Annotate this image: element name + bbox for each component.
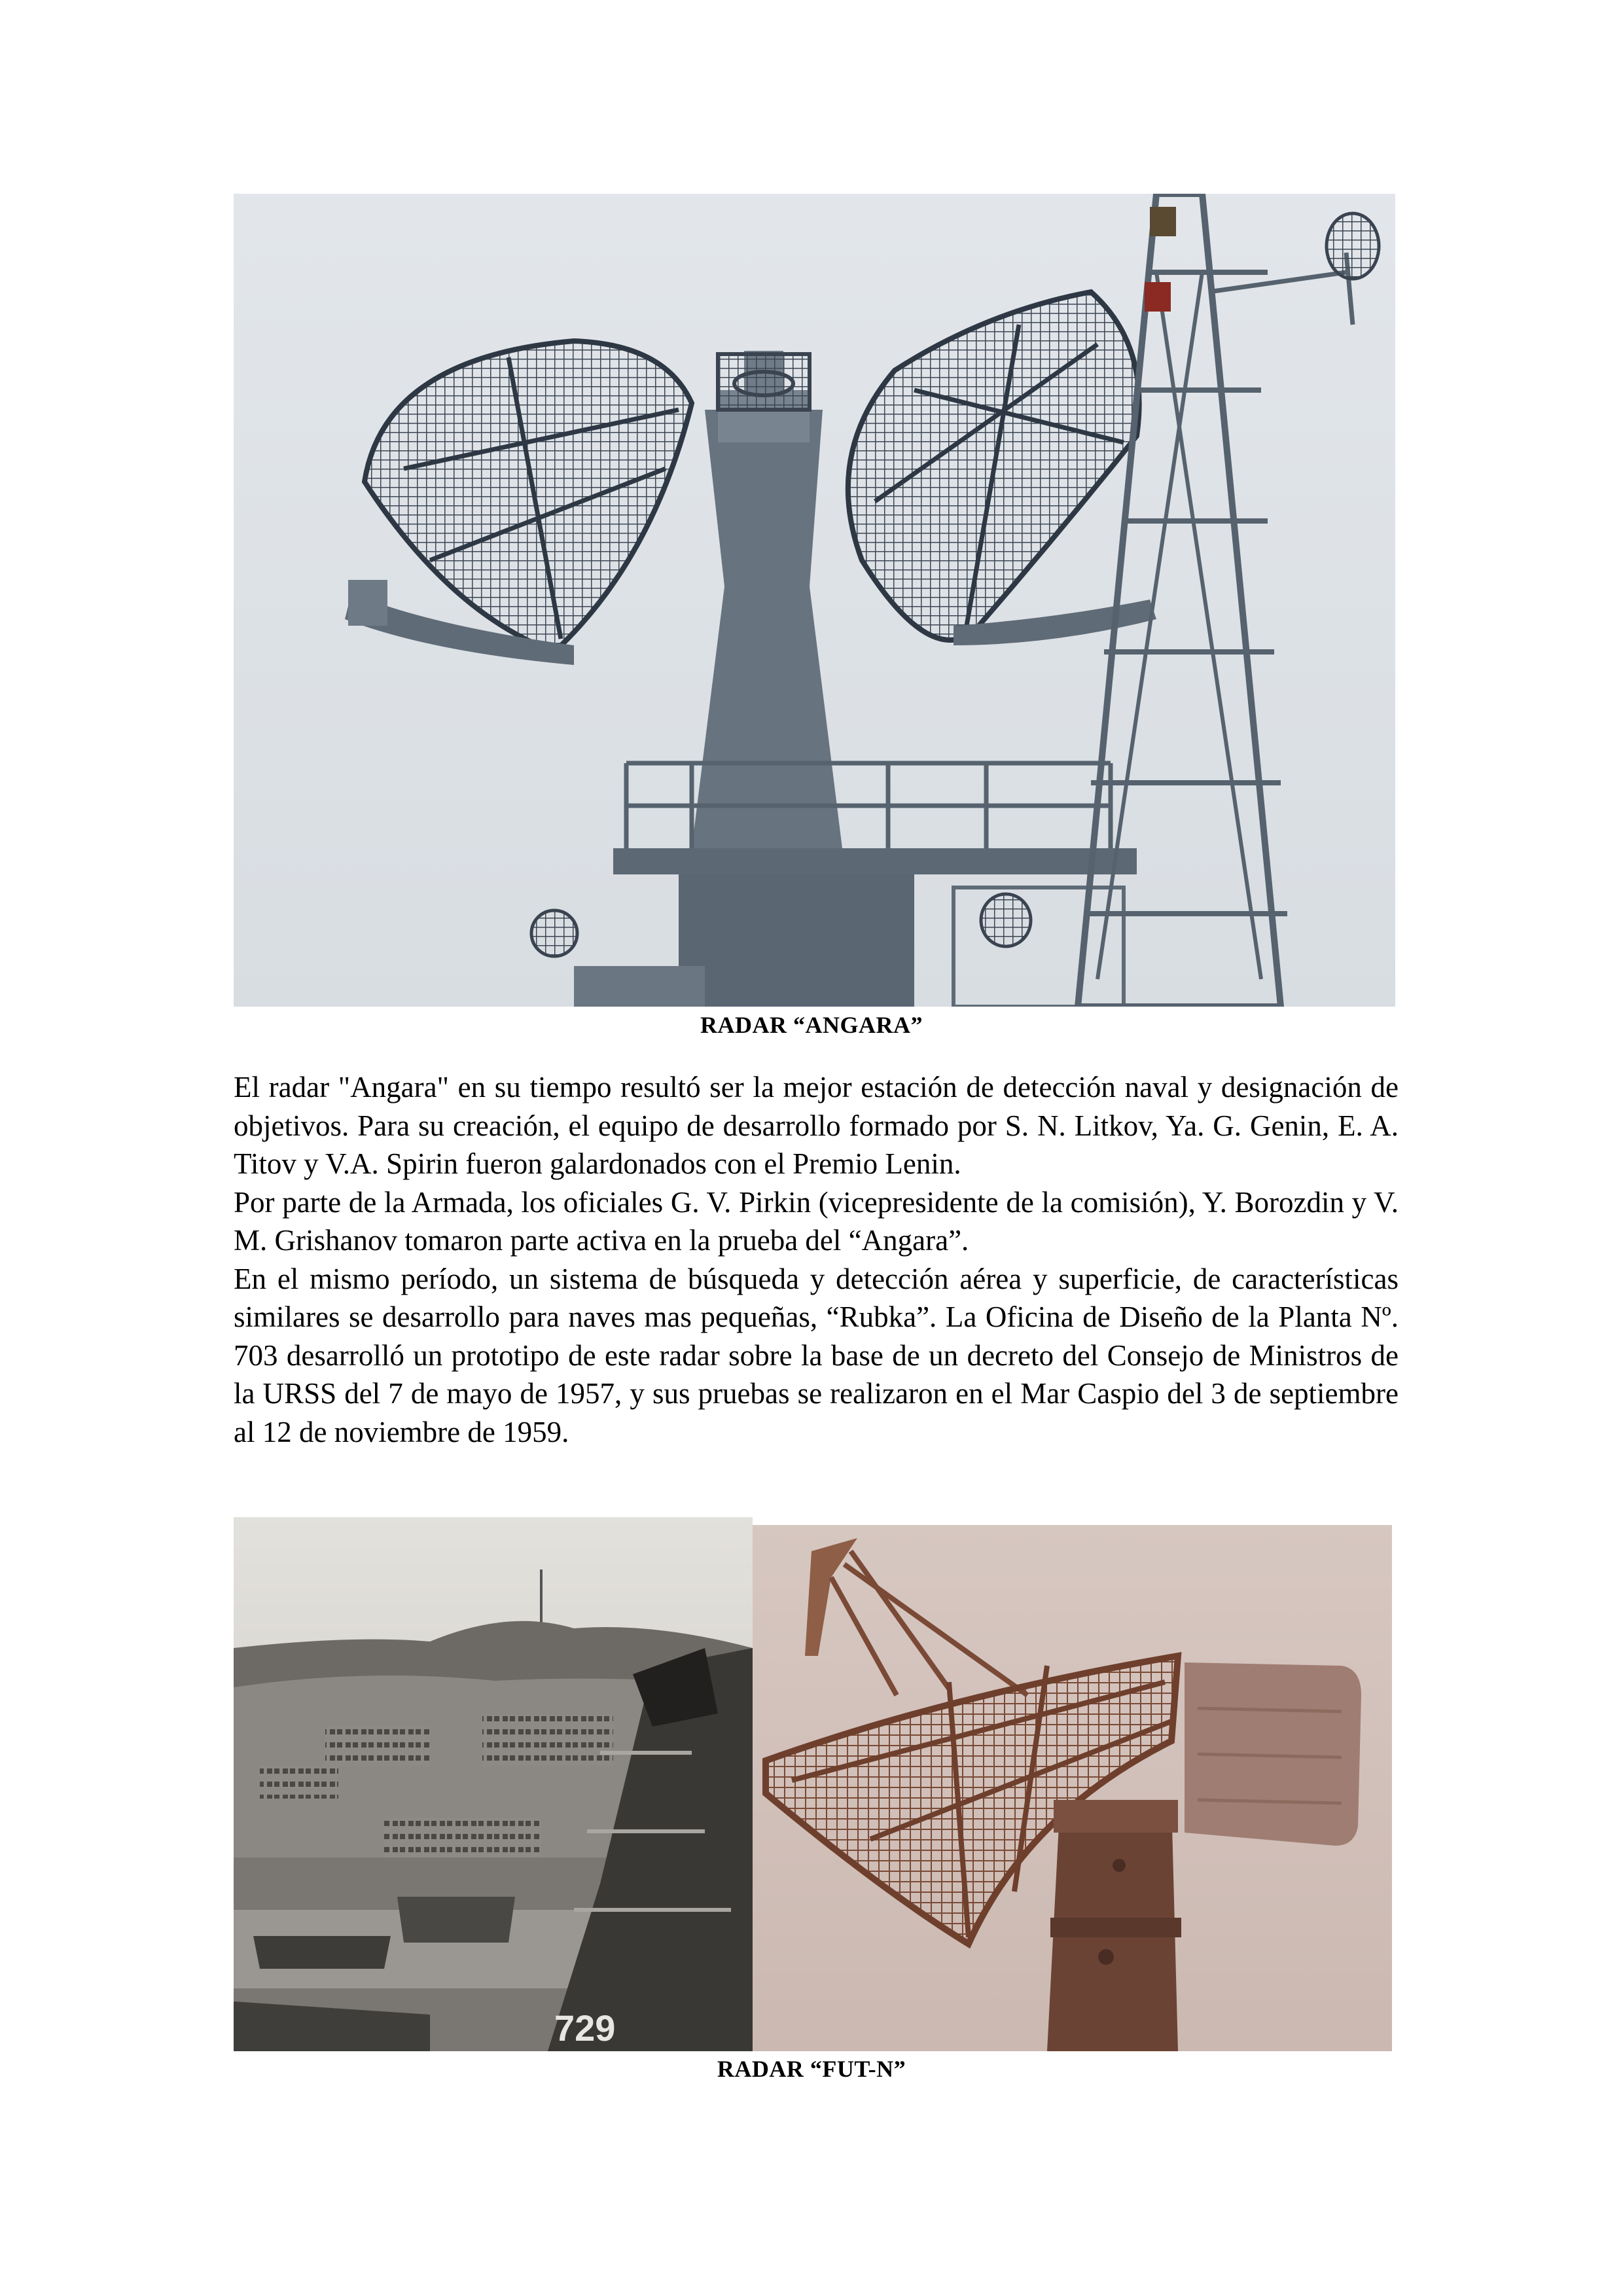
figure-caption-fut-n: RADAR “FUT-N” [717,2056,906,2082]
angara-radar-photo [234,194,1395,1007]
harbor-photo [234,1517,753,2051]
paragraph-1: El radar "Angara" en su tiempo resultó ser la mejor estación de detección naval y designación de objetivos. Para su creación, el equipo de desarrollo formado por S. N. Litkov, Ya. G. Genin, E. A. Titov y V.A. Spirin fueron galardonados con el Premio Lenin. [234,1071,1399,1180]
fut-n-radar-photo [753,1525,1392,2051]
figure-caption-angara: RADAR “ANGARA” [700,1012,923,1038]
hull-number: 729 [554,2007,616,2049]
paragraph-2: Por parte de la Armada, los oficiales G. V. Pirkin (vicepresidente de la comisión), Y. Borozdin y V. M. Grishanov tomaron parte activa en la prueba del “Angara”. [234,1185,1399,1257]
body-text [234,1068,1399,1451]
paragraph-3: En el mismo período, un sistema de búsqueda y detección aérea y superficie, de características similares se desarrollo para naves mas pequeñas, “Rubka”. La Oficina de Diseño de la Planta Nº. 703 desarrolló un prototipo de este radar sobre la base de un decreto del Consejo de Ministros de la URSS del 7 de mayo de 1957, y sus pruebas se realizaron en el Mar Caspio del 3 de septiembre al 12 de noviembre de 1959. [234,1262,1399,1448]
